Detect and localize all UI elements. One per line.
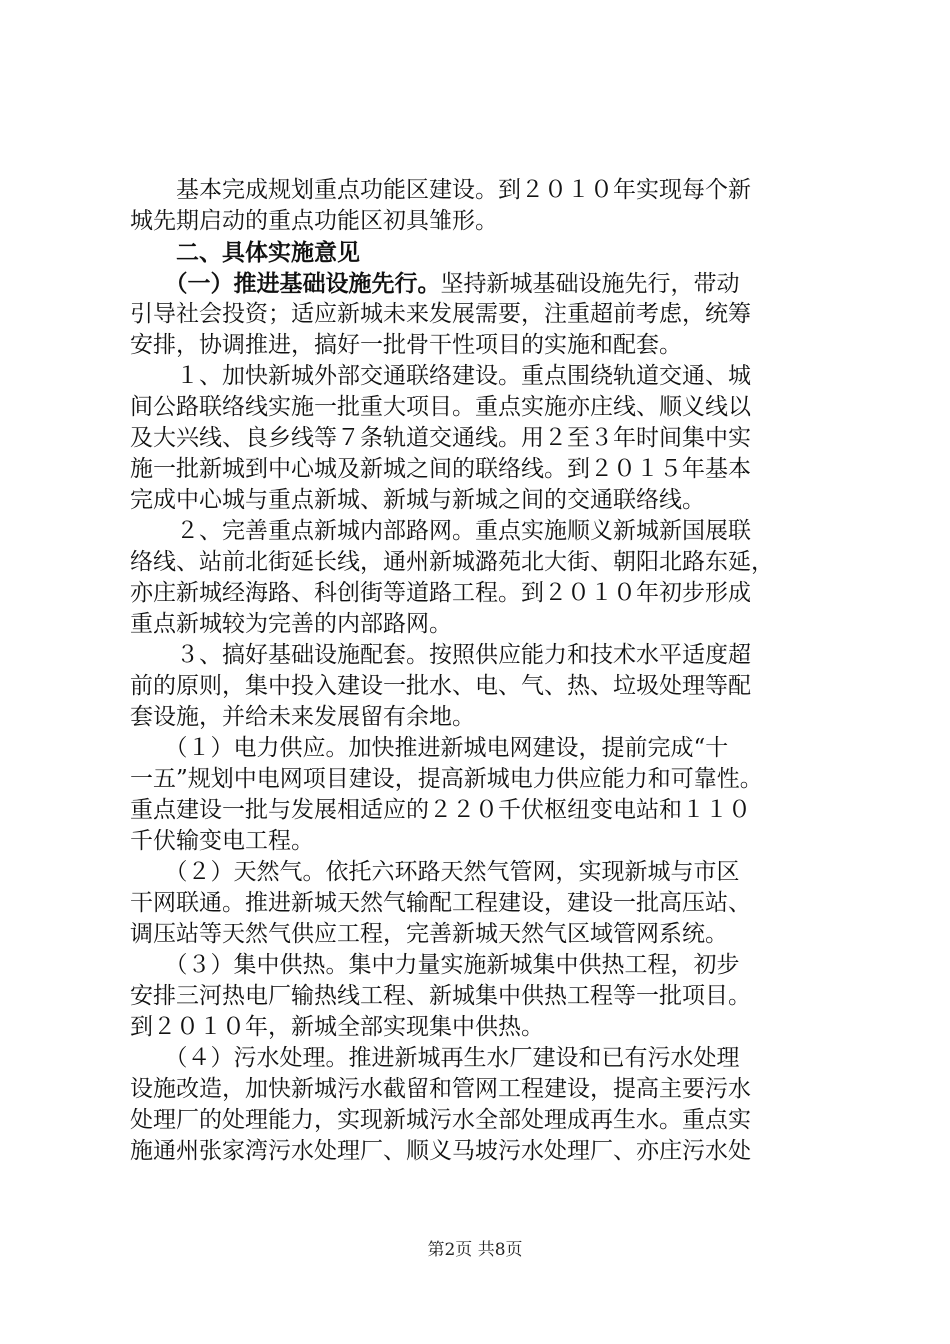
paragraph-line: 干网联通。推进新城天然气输配工程建设，建设一批高压站、 <box>130 890 751 916</box>
paragraph-line: 完成中心城与重点新城、新城与新城之间的交通联络线。 <box>130 487 705 513</box>
paragraph-line: 处理厂的处理能力，实现新城污水全部处理成再生水。重点实 <box>130 1107 751 1133</box>
paragraph-text: 坚持新城基础设施先行，带动 <box>440 271 740 297</box>
paragraph-line: （２）天然气。依托六环路天然气管网，实现新城与市区 <box>130 859 740 885</box>
paragraph-line: 千伏输变电工程。 <box>130 828 314 854</box>
paragraph-line: （１）电力供应。加快推进新城电网建设，提前完成“十 <box>130 735 729 761</box>
paragraph-line: 套设施，并给未来发展留有余地。 <box>130 704 475 730</box>
paragraph-line: 设施改造，加快新城污水截留和管网工程建设，提高主要污水 <box>130 1076 751 1102</box>
document-body <box>130 175 830 1167</box>
paragraph-line: 一五”规划中电网项目建设，提高新城电力供应能力和可靠性。 <box>130 766 763 792</box>
paragraph-line: １、加快新城外部交通联络建设。重点围绕轨道交通、城 <box>130 363 751 389</box>
paragraph-line: 到２０１０年，新城全部实现集中供热。 <box>130 1014 544 1040</box>
paragraph-line: 络线、站前北街延长线，通州新城潞苑北大街、朝阳北路东延， <box>130 549 774 575</box>
paragraph-line: 间公路联络线实施一批重大项目。重点实施亦庄线、顺义线以 <box>130 394 751 420</box>
paragraph-line: （４）污水处理。推进新城再生水厂建设和已有污水处理 <box>130 1045 740 1071</box>
paragraph-line: 安排，协调推进，搞好一批骨干性项目的实施和配套。 <box>130 332 682 358</box>
page-footer <box>0 1240 950 1260</box>
subsection-heading: （一）推进基础设施先行。 <box>130 270 441 297</box>
paragraph-line: 基本完成规划重点功能区建设。到２０１０年实现每个新 <box>130 177 751 203</box>
paragraph-line: 城先期启动的重点功能区初具雏形。 <box>130 208 498 234</box>
paragraph-line: 重点建设一批与发展相适应的２２０千伏枢纽变电站和１１０ <box>130 797 751 823</box>
paragraph-line: 前的原则，集中投入建设一批水、电、气、热、垃圾处理等配 <box>130 673 751 699</box>
paragraph-line: ３、搞好基础设施配套。按照供应能力和技术水平适度超 <box>130 642 751 668</box>
section-heading: 二、具体实施意见 <box>130 239 360 266</box>
paragraph-line: 调压站等天然气供应工程，完善新城天然气区域管网系统。 <box>130 921 728 947</box>
paragraph-line: （３）集中供热。集中力量实施新城集中供热工程，初步 <box>130 952 740 978</box>
paragraph-line: 引导社会投资；适应新城未来发展需要，注重超前考虑，统筹 <box>130 301 751 327</box>
paragraph-line: 亦庄新城经海路、科创街等道路工程。到２０１０年初步形成 <box>130 580 751 606</box>
paragraph-line: 及大兴线、良乡线等７条轨道交通线。用２至３年时间集中实 <box>130 425 751 451</box>
page-number: 第2页 共8页 <box>427 1240 523 1260</box>
paragraph-line: 安排三河热电厂输热线工程、新城集中供热工程等一批项目。 <box>130 983 751 1009</box>
paragraph-line: ２、完善重点新城内部路网。重点实施顺义新城新国展联 <box>130 518 751 544</box>
subsection-heading-line <box>130 268 830 299</box>
paragraph-line: 施一批新城到中心城及新城之间的联络线。到２０１５年基本 <box>130 456 751 482</box>
paragraph-line: 重点新城较为完善的内部路网。 <box>130 611 452 637</box>
paragraph-line: 施通州张家湾污水处理厂、顺义马坡污水处理厂、亦庄污水处 <box>130 1138 751 1164</box>
